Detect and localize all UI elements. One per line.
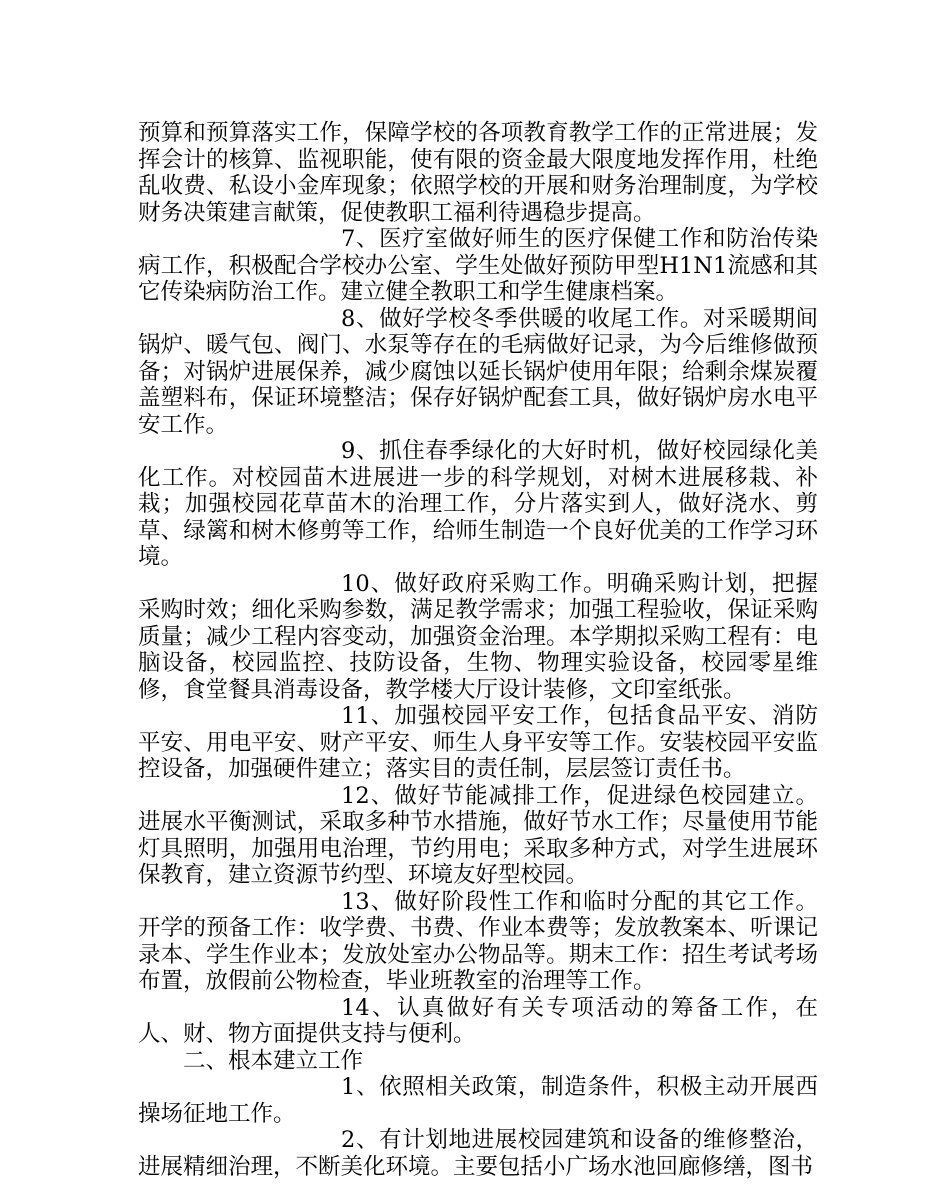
paragraph-construction-item-2: 2、有计划地进展校园建筑和设备的维修整治，进展精细治理，不断美化环境。主要包括小广场水池回廊修缮，图书 <box>138 1127 818 1180</box>
section-heading-basic-construction: 二、根本建立工作 <box>183 1047 364 1074</box>
paragraph-item-11: 11、加强校园平安工作，包括食品平安、消防平安、用电平安、财产平安、师生人身平安等工作。安装校园平安监控设备，加强硬件建立；落实目的责任制，层层签订责任书。 <box>138 703 818 782</box>
paragraph-item-8: 8、做好学校冬季供暖的收尾工作。对采暖期间锅炉、暖气包、阀门、水泵等存在的毛病做好记录，为今后维修做预备；对锅炉进展保养，减少腐蚀以延长锅炉使用年限；给剩余煤炭覆盖塑料布，保证环境整洁；保存好锅炉配套工具，做好锅炉房水电平安工作。 <box>138 305 818 438</box>
paragraph-item-10: 10、做好政府采购工作。明确采购计划，把握采购时效；细化采购参数，满足教学需求；加强工程验收，保证采购质量；减少工程内容变动，加强资金治理。本学期拟采购工程有：电脑设备，校园监控、技防设备，生物、物理实验设备，校园零星维修，食堂餐具消毒设备，教学楼大厅设计装修，文印室纸张。 <box>138 570 818 703</box>
paragraph-item-14: 14、认真做好有关专项活动的筹备工作，在人、财、物方面提供支持与便利。 <box>138 994 818 1047</box>
paragraph-item-13: 13、做好阶段性工作和临时分配的其它工作。开学的预备工作：收学费、书费、作业本费等；发放教案本、听课记录本、学生作业本；发放处室办公物品等。期末工作：招生考试考场布置，放假前公物检查，毕业班教室的治理等工作。 <box>138 888 818 994</box>
paragraph-construction-item-1: 1、依照相关政策，制造条件，积极主动开展西操场征地工作。 <box>138 1074 818 1127</box>
paragraph-item-9: 9、抓住春季绿化的大好时机，做好校园绿化美化工作。对校园苗木进展进一步的科学规划，对树木进展移栽、补栽；加强校园花草苗木的治理工作，分片落实到人，做好浇水、剪草、绿篱和树木修剪等工作，给师生制造一个良好优美的工作学习环境。 <box>138 438 818 570</box>
document-body <box>138 120 818 1180</box>
paragraph-item-7: 7、医疗室做好师生的医疗保健工作和防治传染病工作，积极配合学校办公室、学生处做好预防甲型H1N1流感和其它传染病防治工作。建立健全教职工和学生健康档案。 <box>138 226 818 305</box>
paragraph-finance-continued: 预算和预算落实工作，保障学校的各项教育教学工作的正常进展；发挥会计的核算、监视职能，使有限的资金最大限度地发挥作用，杜绝乱收费、私设小金库现象；依照学校的开展和财务治理制度，为学校财务决策建言献策，促使教职工福利待遇稳步提高。 <box>138 120 818 226</box>
paragraph-item-12: 12、做好节能减排工作，促进绿色校园建立。进展水平衡测试，采取多种节水措施，做好节水工作；尽量使用节能灯具照明，加强用电治理，节约用电；采取多种方式，对学生进展环保教育，建立资源节约型、环境友好型校园。 <box>138 782 818 888</box>
